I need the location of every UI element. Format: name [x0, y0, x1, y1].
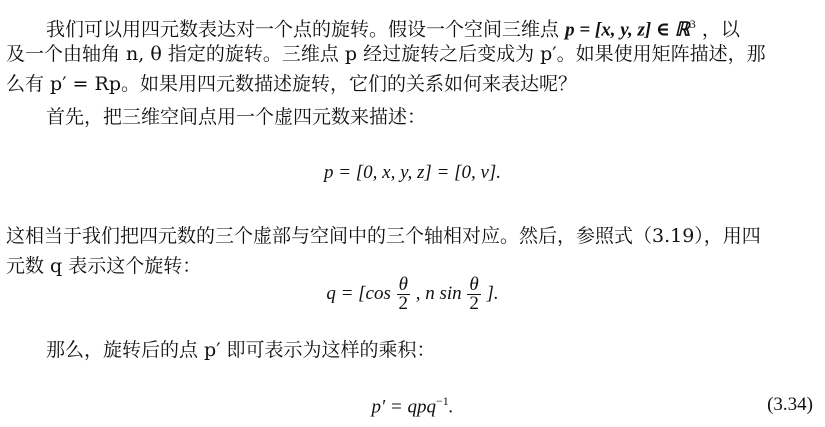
eq2-mid: , n sin — [415, 282, 462, 304]
text: 那么，旋转后的点 p′ 即可表示为这样的乘积： — [46, 339, 436, 361]
text: 么有 p′ = Rp。如果用四元数描述旋转，它们的关系如何来表达呢？ — [6, 73, 577, 95]
paragraph-1-line-3 — [6, 70, 577, 98]
text: 及一个由轴角 n, θ 指定的旋转。三维点 p 经过旋转之后变成为 p′。如果使用矩阵描述，那 — [6, 43, 766, 65]
fraction-theta-over-2-b — [467, 276, 480, 313]
text: 首先，把三维空间点用一个虚四元数来描述： — [46, 106, 427, 128]
eq3-text: p′ = qpq — [371, 396, 436, 418]
frac-den-b: 2 — [469, 293, 479, 314]
math-inline: p = [x, y, z] ∈ ℝ — [565, 19, 690, 41]
text-end: ，以 — [701, 18, 740, 41]
fraction-theta-over-2 — [397, 276, 410, 313]
eq3-sup: −1 — [435, 394, 449, 408]
math-sup: 3 — [689, 17, 696, 31]
equation-3 — [0, 394, 825, 418]
text: 元数 q 表示这个旋转： — [6, 255, 202, 277]
text: 我们可以用四元数表达对一个点的旋转。假设一个空间三维点 — [46, 18, 560, 41]
paragraph-1-line-2 — [6, 40, 766, 68]
equation-number: (3.34) — [767, 394, 813, 415]
frac-den: 2 — [398, 293, 409, 314]
text: 这相当于我们把四元数的三个虚部与空间中的三个轴相对应。然后，参照式（3.19），用四 — [6, 225, 761, 247]
paragraph-3-line-1 — [6, 222, 761, 250]
eq2-left: q = [cos — [326, 282, 391, 304]
eq3-end: . — [448, 396, 454, 418]
equation-1-text: p = [0, x, y, z] = [0, v]. — [323, 162, 502, 183]
frac-num: θ — [398, 274, 408, 295]
equation-2 — [0, 276, 825, 313]
eq2-right: ]. — [486, 282, 499, 304]
frac-num-b: θ — [469, 274, 479, 295]
paragraph-2-line-1 — [46, 103, 426, 131]
paragraph-4-line-1 — [46, 336, 436, 364]
equation-1 — [0, 162, 825, 184]
